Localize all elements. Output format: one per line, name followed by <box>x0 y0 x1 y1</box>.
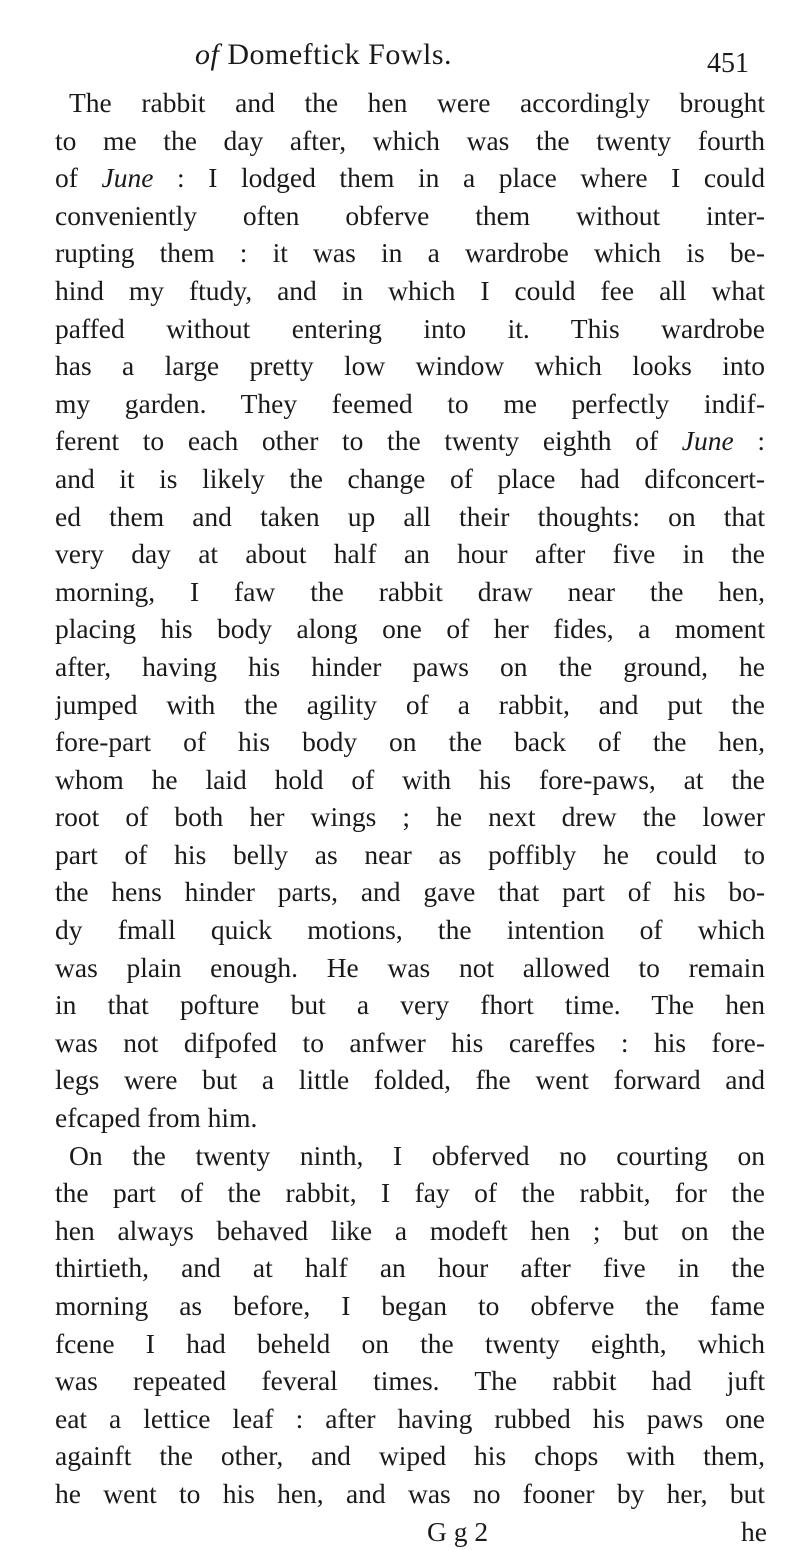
text-line: my garden. They feemed to me perfectly indif- <box>55 387 765 419</box>
text-segment: : I lodged them in a place where I could <box>153 162 765 194</box>
text-line: part of his belly as near as poffibly he could to <box>55 838 765 870</box>
text-segment: of <box>55 162 102 194</box>
text-line: hen always behaved like a modeft hen ; but on the <box>55 1214 765 1246</box>
text-line: whom he laid hold of with his fore-paws, at the <box>55 763 765 795</box>
text-line: was repeated feveral times. The rabbit had juft <box>55 1365 765 1397</box>
text-line: very day at about half an hour after five in the <box>55 538 765 570</box>
text-segment: : <box>733 425 765 457</box>
signature-mark: G g 2 <box>427 1515 489 1547</box>
text-line: was not difpofed to anfwer his careffes : his fore- <box>55 1026 765 1058</box>
text-line: fcene I had beheld on the twenty eighth, which <box>55 1327 765 1359</box>
page-number: 451 <box>707 48 749 79</box>
text-line: root of both her wings ; he next drew the lower <box>55 801 765 833</box>
signature-line <box>55 1513 765 1550</box>
text-segment: ferent to each other to the twenty eighth of <box>55 425 682 457</box>
text-line: againft the other, and wiped his chops with them, <box>55 1440 765 1472</box>
text-line: to me the day after, which was the twenty fourth <box>55 124 765 156</box>
text-line: legs were but a little folded, fhe went forward and <box>55 1064 765 1096</box>
text-line: the hens hinder parts, and gave that part of his bo- <box>55 876 765 908</box>
text-line: paffed without entering into it. This wardrobe <box>55 312 765 344</box>
text-line: thirtieth, and at half an hour after five in the <box>55 1252 765 1284</box>
text-line <box>55 159 765 197</box>
catchword: he <box>741 1515 767 1547</box>
text-line: The rabbit and the hen were accordingly brought <box>69 87 765 118</box>
text-line: dy fmall quick motions, the intention of which <box>55 914 765 946</box>
body-text <box>55 84 765 1550</box>
text-line: jumped with the agility of a rabbit, and put the <box>55 688 765 720</box>
running-head-prefix: of <box>195 38 220 71</box>
text-line: eat a lettice leaf : after having rubbed his paws one <box>55 1402 765 1434</box>
text-line: was plain enough. He was not allowed to remain <box>55 951 765 983</box>
text-line: fore-part of his body on the back of the hen, <box>55 726 765 758</box>
text-line: rupting them : it was in a wardrobe which is be- <box>55 237 765 269</box>
text-line: morning as before, I began to obferve the fame <box>55 1290 765 1321</box>
text-line: the part of the rabbit, I fay of the rabbit, for the <box>55 1177 765 1209</box>
italic-word: June <box>681 425 734 457</box>
text-line: conveniently often obferve them without inter- <box>55 199 765 231</box>
italic-word: June <box>101 162 154 194</box>
running-head <box>195 38 452 72</box>
text-line: hind my ftudy, and in which I could fee all what <box>55 274 765 306</box>
text-line: On the twenty ninth, I obferved no courting on <box>69 1139 765 1171</box>
text-line: ed them and taken up all their thoughts: on that <box>55 500 765 532</box>
text-line: he went to his hen, and was no fooner by her, but <box>55 1477 765 1509</box>
text-line: has a large pretty low window which looks into <box>55 350 765 382</box>
text-line: and it is likely the change of place had difconcert- <box>55 462 765 494</box>
text-line: after, having his hinder paws on the ground, he <box>55 650 765 682</box>
text-line: placing his body along one of her fides, a moment <box>55 613 765 645</box>
text-line: morning, I faw the rabbit draw near the hen, <box>55 575 765 607</box>
running-head-title: Domeftick Fowls. <box>227 38 452 71</box>
text-line <box>55 422 765 460</box>
text-line: efcaped from him. <box>55 1102 258 1134</box>
text-line: in that pofture but a very fhort time. The hen <box>55 989 765 1021</box>
